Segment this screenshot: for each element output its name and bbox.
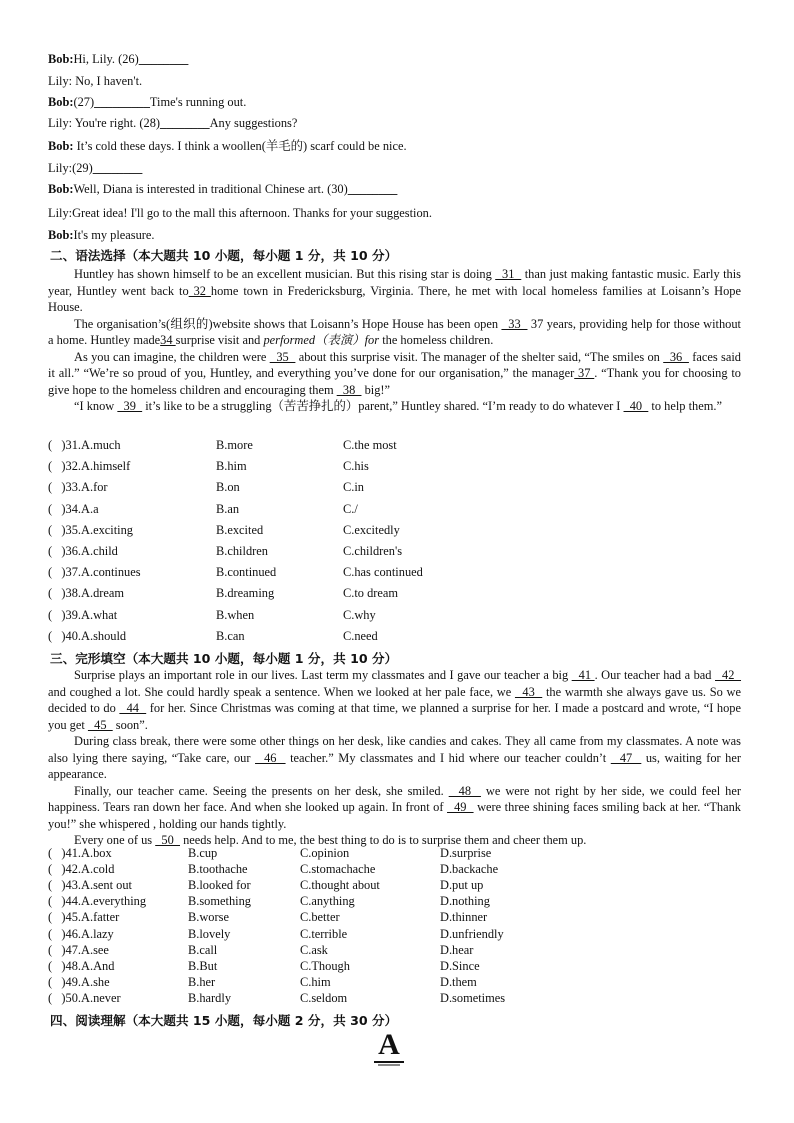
passage-paragraph: As you can imagine, the children were 35 about this surprise visit. The manager of the shelter said, “The smiles on 36 faces said it all.” “We’re so proud of you, Huntley, and everything you’ve done for our organisation,” the manager 37 . “Thank you for choosing to give hope to the homeless children and encouraging them 38 big!” bbox=[48, 349, 741, 397]
option-b[interactable]: B.an bbox=[216, 501, 240, 516]
option-d[interactable]: D.backache bbox=[440, 862, 499, 877]
speaker-label: Bob: bbox=[48, 182, 74, 196]
dialogue-text: It's my pleasure. bbox=[73, 228, 155, 242]
question-number: ( )45.A.fatter bbox=[48, 910, 120, 925]
option-d[interactable]: D.sometimes bbox=[440, 990, 506, 1005]
question-number: ( )47.A.see bbox=[48, 942, 109, 957]
passage-paragraph: “I know 39 it’s like to be a struggling（苦苦挣扎的）parent,” Huntley shared. “I’m ready to do whatever I 40 to help them.” bbox=[74, 399, 722, 413]
option-b[interactable]: B.excited bbox=[216, 522, 264, 537]
dialogue-text: Time's running out. bbox=[149, 95, 247, 109]
a-logo-icon bbox=[370, 1024, 408, 1068]
option-b[interactable]: B.worse bbox=[188, 910, 229, 925]
question-number: ( )36.A.child bbox=[48, 544, 118, 558]
question-number: ( )42.A.cold bbox=[48, 862, 115, 877]
option-c[interactable]: C.thought about bbox=[300, 878, 380, 893]
option-b[interactable]: B.call bbox=[188, 942, 218, 957]
svg-text:A: A bbox=[378, 1028, 400, 1061]
option-b[interactable]: B.hardly bbox=[188, 990, 232, 1005]
option-c[interactable]: C.seldom bbox=[300, 990, 348, 1005]
answer-blank[interactable]: ________ bbox=[347, 182, 398, 196]
dialogue-text: Lily:(29) bbox=[48, 161, 93, 175]
speaker-label: Bob: bbox=[48, 95, 74, 109]
option-c[interactable]: C./ bbox=[343, 501, 358, 516]
option-b[interactable]: B.children bbox=[216, 544, 268, 558]
speaker-label: Bob: bbox=[48, 228, 74, 242]
passage-paragraph: During class break, there were some other things on her desk, like candies and cakes. They all came from my classmates. A note was also lying there saying, “Take care, our 46 teacher.” My classmates and I hid where our teacher couldn’t 47 us, waiting for her appearance. bbox=[48, 734, 741, 781]
dialogue-text: Well, Diana is interested in traditional Chinese art. (30) bbox=[73, 182, 348, 196]
question-number: ( )40.A.should bbox=[48, 628, 127, 643]
option-d[interactable]: D.nothing bbox=[440, 894, 490, 909]
answer-blank[interactable]: ________ bbox=[138, 52, 189, 66]
option-c[interactable]: C.his bbox=[343, 459, 369, 474]
option-d[interactable]: D.put up bbox=[440, 878, 484, 893]
answer-blank[interactable]: ________ bbox=[92, 161, 143, 175]
option-c[interactable]: C.terrible bbox=[300, 926, 348, 941]
question-number: ( )32.A.himself bbox=[48, 459, 131, 474]
option-d[interactable]: D.Since bbox=[440, 958, 480, 973]
question-number: ( )31.A.much bbox=[48, 438, 121, 452]
option-b[interactable]: B.him bbox=[216, 459, 247, 474]
option-b[interactable]: B.on bbox=[216, 480, 240, 495]
question-number: ( )41.A.box bbox=[48, 846, 112, 860]
option-b[interactable]: B.dreaming bbox=[216, 586, 275, 601]
question-number: ( )34.A.a bbox=[48, 501, 99, 516]
passage-paragraph: Huntley has shown himself to be an excellent musician. But this rising star is doing 31 than just making fantastic music. Early this year, Huntley went back to 32 home town in Fredericksburg, Virginia. There, he met with local homeless families at Loisann’s Hope House. bbox=[48, 267, 742, 314]
option-c[interactable]: C.ask bbox=[300, 942, 328, 957]
question-number: ( )50.A.never bbox=[48, 990, 121, 1005]
option-b[interactable]: B.when bbox=[216, 607, 255, 622]
question-number: ( )44.A.everything bbox=[48, 894, 147, 909]
option-b[interactable]: B.lovely bbox=[188, 926, 231, 941]
dialogue-text: Lily: No, I haven't. bbox=[48, 74, 143, 88]
option-b[interactable]: B.her bbox=[188, 974, 216, 989]
option-c[interactable]: C.him bbox=[300, 974, 331, 989]
answer-blank[interactable]: ________ bbox=[160, 116, 210, 130]
option-c[interactable]: C.excitedly bbox=[343, 522, 400, 537]
option-d[interactable]: D.them bbox=[440, 974, 477, 989]
option-b[interactable]: B.something bbox=[188, 894, 251, 909]
section-2-passage bbox=[48, 266, 741, 415]
question-number: ( )37.A.continues bbox=[48, 565, 141, 580]
option-c[interactable]: C.in bbox=[343, 480, 364, 495]
dialogue-line bbox=[48, 139, 407, 154]
dialogue-text: Lily:Great idea! I'll go to the mall this afternoon. Thanks for your suggestion. bbox=[48, 206, 432, 220]
dialogue-text: Lily: You're right. (28) bbox=[48, 116, 161, 130]
option-b[interactable]: B.looked for bbox=[188, 878, 251, 893]
passage-paragraph: Every one of us 50 needs help. And to me, the best thing to do is to surprise them and cheer them up. bbox=[74, 833, 587, 847]
option-c[interactable]: C.anything bbox=[300, 894, 355, 909]
option-b[interactable]: B.But bbox=[188, 958, 218, 973]
question-number: ( )49.A.she bbox=[48, 974, 110, 989]
option-b[interactable]: B.cup bbox=[188, 846, 218, 860]
question-number: ( )33.A.for bbox=[48, 480, 108, 495]
option-b[interactable]: B.continued bbox=[216, 565, 277, 580]
dialogue-text: Any suggestions? bbox=[209, 116, 298, 130]
dialogue-line bbox=[48, 206, 432, 221]
question-number: ( )39.A.what bbox=[48, 607, 118, 622]
section-3-title: 三、完形填空（本大题共 10 小题，每小题 1 分，共 10 分） bbox=[50, 651, 398, 666]
dialogue-text: It’s cold these days. I think a woollen(羊毛的) scarf could be nice. bbox=[73, 139, 407, 153]
passage-paragraph: Finally, our teacher came. Seeing the presents on her desk, she smiled. 48 we were not right by her side, we could feel her happiness. Tears ran down her face. And when she looked up again. In front of 49 were three shining faces smiling back at her. “Thank you!” she whispered , holding our hands tightly. bbox=[48, 783, 741, 831]
option-d[interactable]: D.thinner bbox=[440, 910, 488, 925]
option-b[interactable]: B.toothache bbox=[188, 862, 248, 877]
speaker-label: Bob: bbox=[48, 139, 74, 153]
dialogue-line bbox=[48, 74, 142, 89]
option-c[interactable]: C.has continued bbox=[343, 565, 423, 580]
dialogue-line bbox=[48, 116, 297, 131]
question-number: ( )46.A.lazy bbox=[48, 926, 114, 941]
option-d[interactable]: D.hear bbox=[440, 942, 474, 957]
section-2-title: 二、语法选择（本大题共 10 小题，每小题 1 分，共 10 分） bbox=[50, 248, 398, 263]
dialogue-text: Hi, Lily. (26) bbox=[73, 52, 139, 66]
option-c[interactable]: C.Though bbox=[300, 958, 350, 973]
option-b[interactable]: B.can bbox=[216, 628, 245, 643]
question-number: ( )35.A.exciting bbox=[48, 522, 133, 537]
option-c[interactable]: C.why bbox=[343, 607, 376, 622]
section-4-title: 四、阅读理解（本大题共 15 小题，每小题 2 分，共 30 分） bbox=[50, 1013, 398, 1028]
dialogue-line bbox=[48, 182, 397, 197]
dialogue-line bbox=[48, 228, 155, 243]
passage-paragraph: Surprise plays an important role in our lives. Last term my classmates and I gave our teacher a big 41 . Our teacher had a bad 42 and coughed a lot. She could hardly speak a sentence. When we looked at her pale face, we 43 the warmth she always gave us. So we decided to do 44 for her. Since Christmas was coming at that time, we planned a surprise for her. I made a postcard and wrote, “I hope you get 45 soon”. bbox=[48, 668, 742, 732]
passage-paragraph: The organisation’s(组织的)website shows that Loisann’s Hope House has been open 33 37 years, providing help for those without a home. Huntley made34 surprise visit and performed（表演）for the homeless children. bbox=[48, 316, 741, 347]
dialogue-text: (27) bbox=[73, 95, 95, 109]
dialogue-line bbox=[48, 52, 188, 67]
option-c[interactable]: C.children's bbox=[343, 544, 403, 558]
option-c[interactable]: C.to dream bbox=[343, 586, 399, 601]
dialogue-line bbox=[48, 95, 246, 110]
option-c[interactable]: C.better bbox=[300, 910, 340, 925]
question-number: ( )43.A.sent out bbox=[48, 878, 132, 893]
section-3-passage bbox=[48, 667, 741, 849]
answer-blank[interactable]: _________ bbox=[94, 95, 150, 109]
option-b[interactable]: B.more bbox=[216, 438, 253, 452]
speaker-label: Bob: bbox=[48, 52, 74, 66]
question-number: ( )48.A.And bbox=[48, 958, 115, 973]
option-d[interactable]: D.surprise bbox=[440, 846, 492, 860]
question-number: ( )38.A.dream bbox=[48, 586, 125, 601]
option-c[interactable]: C.stomachache bbox=[300, 862, 376, 877]
option-d[interactable]: D.unfriendly bbox=[440, 926, 504, 941]
dialogue-line bbox=[48, 161, 142, 176]
option-c[interactable]: C.the most bbox=[343, 438, 397, 452]
option-c[interactable]: C.opinion bbox=[300, 846, 350, 860]
option-c[interactable]: C.need bbox=[343, 628, 378, 643]
